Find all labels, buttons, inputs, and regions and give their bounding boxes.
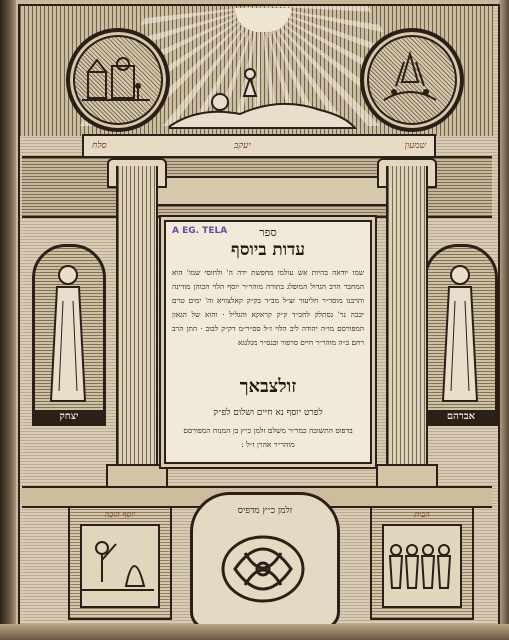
- burning-bush-icon: [374, 42, 446, 114]
- handwritten-note: A EG. TELA: [172, 226, 228, 236]
- entablature-label-right: שמעון: [404, 141, 426, 151]
- column-right: [386, 166, 428, 496]
- page-bottom-edge: [0, 624, 509, 640]
- print-year-line: לפרט יוסף נא חיים ושלום לפ״ק: [213, 408, 323, 418]
- entablature-label-left: סלח: [92, 141, 107, 151]
- field-scene-icon: [82, 526, 154, 602]
- niche-label-left: יצחק: [34, 410, 104, 423]
- procession-scene-icon: [384, 526, 456, 602]
- niche-right: [424, 244, 498, 426]
- pedestal-scene-right: [382, 524, 462, 608]
- pedestal-label-right: הבית: [414, 510, 430, 519]
- pedestal-left: [68, 506, 172, 620]
- printer-line: בדפוס התשובה כמר״ר משלם זלמן כ״ץ בן המנוח המפורסם מוהר״ר אהרן ז״ל :: [183, 426, 353, 449]
- patriarch-figure-icon: [435, 261, 485, 411]
- sefer-label: ספר: [259, 226, 277, 239]
- reclining-figure-icon: [160, 66, 360, 136]
- print-city: זולצבאך: [239, 376, 297, 397]
- title-page-engraving: [18, 4, 500, 626]
- medallion-right: [360, 28, 464, 132]
- pedestal-right: [370, 506, 474, 620]
- title-description: שמו יודאה בהיות אש עולמו מחפשת ידה ה' ולחוסי שמו' הוא המחבר הרב הגדול המופלג בתורה מוהר״ר יוסף הלוי הכוהן מודינה והרבנו מוסר״ר חליעזר זצ״ל מב״ד בק״ק קאלצוויא וה' ימים טרם יכבה נר' נסתלק לחכ״ד ק״ק קראקא והגליל · והוא של הגאון המפורסם מו״ה יהודה ליב הלוי ז״ל סס״ר״מ דק״ק לבוב · התן הרב רחם ב״ה מוהר״ר חיים סרפור ובנס״ר מנלנגא: [172, 268, 364, 347]
- printer-mark-label: זלמן כ״ץ מדפיס: [237, 506, 293, 516]
- medallion-left: [66, 28, 170, 132]
- frieze-ornament: [130, 176, 390, 206]
- monogram-icon: [215, 523, 311, 615]
- title-panel: [164, 220, 372, 464]
- niche-label-right: אברהם: [426, 410, 496, 423]
- page-right-edge: [499, 0, 509, 640]
- niche-left: [32, 244, 106, 426]
- pedestal-label-left: יוסף הוכה: [104, 510, 136, 519]
- column-left: [116, 166, 158, 496]
- printer-cartouche: [190, 492, 340, 630]
- page-binding-edge: [0, 0, 16, 640]
- entablature-label-center: יעקב: [234, 141, 251, 151]
- city-scene-icon: [80, 42, 152, 114]
- pedestal-scene-left: [80, 524, 160, 608]
- book-title: עדות ביוסף: [231, 240, 305, 260]
- patriarch-figure-icon: [43, 261, 93, 411]
